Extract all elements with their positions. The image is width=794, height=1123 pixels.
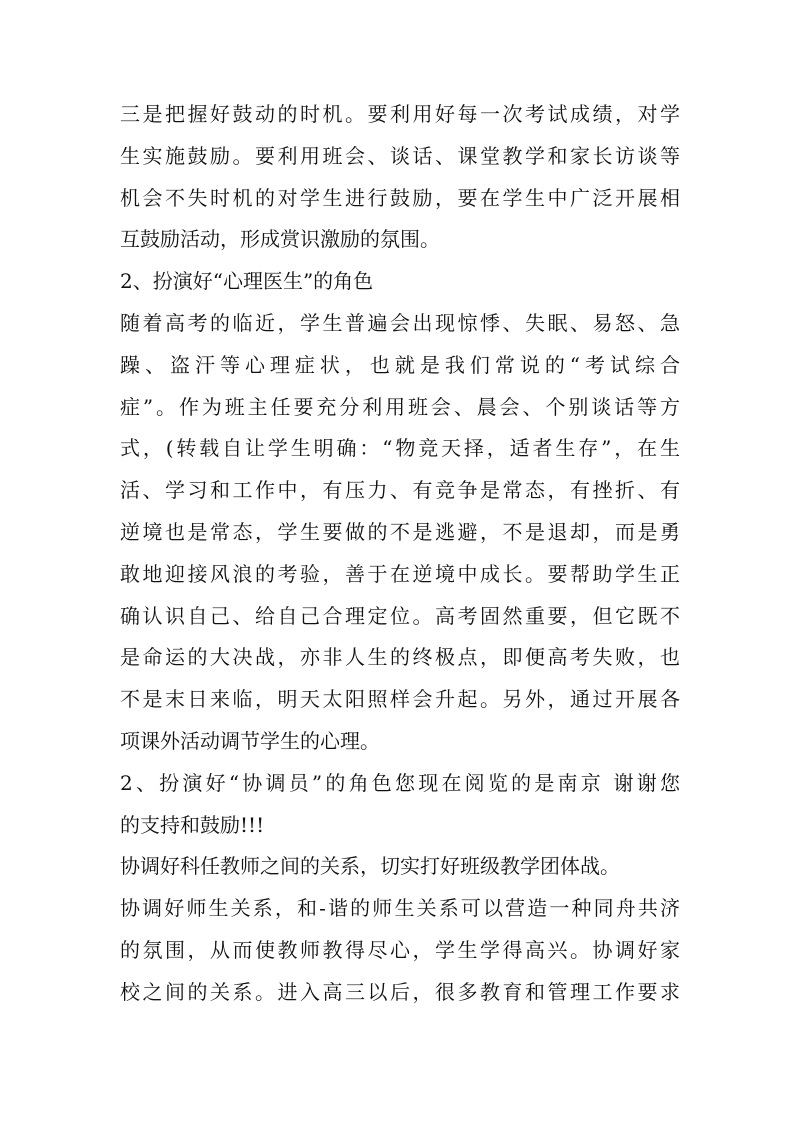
text-line: 式，(转载自让学生明确：“物竞天择，适者生存”，在生 [120, 436, 680, 461]
section-heading: 2、扮演好“协调员”的角色您现在阅览的是南京 谢谢您 [120, 770, 680, 795]
text-line: 的支持和鼓励!!! [120, 812, 265, 837]
text-line: 活、学习和工作中，有压力、有竞争是常态，有挫折、有 [120, 478, 680, 503]
text-line: 随着高考的临近，学生普遍会出现惊悸、失眠、易怒、急 [120, 310, 680, 335]
text-line: 协调好师生关系，和-谐的师生关系可以营造一种同舟共济 [120, 896, 680, 921]
text-line: 协调好科任教师之间的关系，切实打好班级教学团体战。 [120, 854, 620, 879]
body-text [120, 94, 680, 1014]
text-line: 是命运的大决战，亦非人生的终极点，即便高考失败，也 [120, 645, 680, 670]
text-line: 项课外活动调节学生的心理。 [120, 728, 380, 753]
text-line: 逆境也是常态，学生要做的不是逃避，不是退却，而是勇 [120, 519, 680, 544]
text-line: 机会不失时机的对学生进行鼓励，要在学生中广泛开展相 [120, 185, 680, 210]
text-line: 校之间的关系。进入高三以后，很多教育和管理工作要求 [120, 979, 680, 1004]
text-line: 互鼓励活动，形成赏识激励的氛围。 [120, 227, 440, 252]
text-line: 症”。作为班主任要充分利用班会、晨会、个别谈话等方 [120, 394, 680, 419]
text-line: 不是末日来临，明天太阳照样会升起。另外，通过开展各 [120, 687, 680, 712]
text-line: 生实施鼓励。要利用班会、谈话、课堂教学和家长访谈等 [120, 143, 680, 168]
text-line: 的氛围，从而使教师教得尽心，学生学得高兴。协调好家 [120, 937, 680, 962]
text-line: 躁、盗汗等心理症状，也就是我们常说的“考试综合 [120, 352, 680, 377]
section-heading: 2、扮演好“心理医生”的角色 [120, 269, 374, 294]
text-line: 敢地迎接风浪的考验，善于在逆境中成长。要帮助学生正 [120, 561, 680, 586]
text-line: 确认识自己、给自己合理定位。高考固然重要，但它既不 [120, 603, 680, 628]
text-line: 三是把握好鼓动的时机。要利用好每一次考试成绩，对学 [120, 102, 680, 126]
